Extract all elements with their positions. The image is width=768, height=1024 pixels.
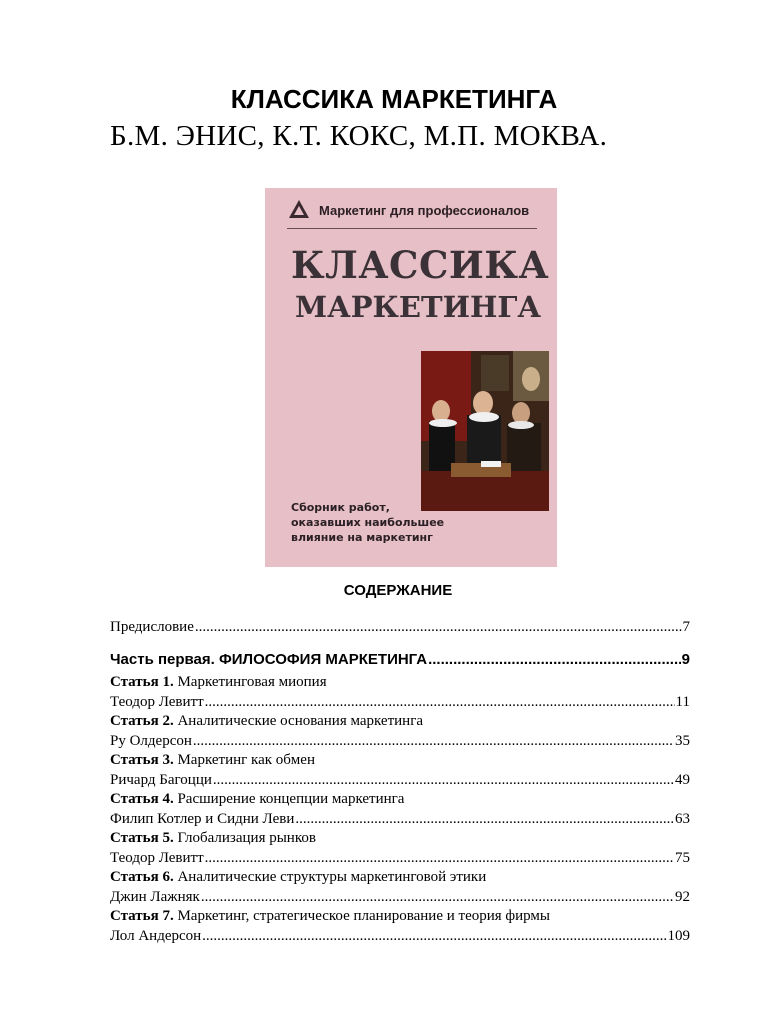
toc-article-title — [110, 712, 690, 732]
toc-author: Филип Котлер и Сидни Леви — [110, 811, 295, 827]
toc-author: Теодор Левитт — [110, 694, 204, 710]
toc-leader — [295, 813, 674, 825]
toc-page: 75 — [675, 850, 690, 866]
toc-entry-part1 — [110, 649, 690, 669]
publisher-logo-icon — [287, 198, 311, 222]
toc-article-author — [110, 925, 690, 945]
toc-author: Ру Олдерсон — [110, 733, 192, 749]
toc-author: Теодор Левитт — [110, 850, 204, 866]
toc-article-author — [110, 769, 690, 789]
toc-article-title — [110, 790, 690, 810]
toc-article-title — [110, 907, 690, 927]
toc-article-title — [110, 751, 690, 771]
cover-subtitle-line: оказавших наибольшее — [291, 516, 445, 529]
toc-article-author — [110, 691, 690, 711]
toc-article-num: Статья 7. — [110, 908, 174, 924]
toc-page: 109 — [667, 928, 690, 944]
toc-leader — [193, 735, 674, 747]
toc-page: 92 — [675, 889, 690, 905]
cover-divider — [287, 228, 537, 229]
toc-page: 11 — [675, 694, 690, 710]
toc-article-title — [110, 673, 690, 693]
toc-article-num: Статья 6. — [110, 869, 174, 885]
toc-article-author — [110, 730, 690, 750]
toc-page: 7 — [682, 619, 690, 635]
toc-page: 35 — [675, 733, 690, 749]
toc-article-num: Статья 4. — [110, 791, 174, 807]
toc-article-num: Статья 1. — [110, 674, 174, 690]
toc-author: Джин Лажняк — [110, 889, 200, 905]
toc-article-name: Аналитические структуры маркетинговой этики — [177, 869, 487, 885]
cover-title-line2: МАРКЕТИНГА — [295, 290, 542, 324]
toc-article-author — [110, 847, 690, 867]
cover-painting — [421, 351, 549, 511]
toc-article-author — [110, 886, 690, 906]
toc-leader — [202, 930, 666, 942]
toc-page: 9 — [681, 651, 690, 668]
toc-leader — [201, 891, 674, 903]
toc-article-name: Глобализация рынков — [177, 830, 316, 846]
toc-article-author — [110, 808, 690, 828]
toc-leader — [428, 654, 681, 666]
book-cover-image — [265, 188, 557, 567]
toc-leader — [205, 696, 675, 708]
toc-label: Предисловие — [110, 619, 194, 635]
toc-author: Ричард Багоцци — [110, 772, 212, 788]
toc-article-title — [110, 829, 690, 849]
toc-article-title — [110, 868, 690, 888]
toc-leader — [205, 852, 674, 864]
contents-heading: СОДЕРЖАНИЕ — [343, 582, 453, 599]
toc-article-name: Маркетинг, стратегическое планирование и теория фирмы — [177, 908, 551, 924]
toc-article-name: Расширение концепции маркетинга — [177, 791, 405, 807]
cover-subtitle — [291, 500, 444, 545]
book-authors: Б.М. ЭНИС, К.Т. КОКС, М.П. МОКВА. — [110, 120, 608, 152]
toc-entry-preface — [110, 616, 690, 636]
toc-article-name: Аналитические основания маркетинга — [177, 713, 424, 729]
toc-article-name: Маркетинговая миопия — [177, 674, 327, 690]
toc-label: Часть первая. ФИЛОСОФИЯ МАРКЕТИНГА — [110, 651, 428, 668]
toc-article-name: Маркетинг как обмен — [177, 752, 315, 768]
toc-article-num: Статья 3. — [110, 752, 174, 768]
cover-subtitle-line: Сборник работ, — [291, 501, 390, 514]
cover-title-line1: КЛАССИКА — [291, 243, 550, 287]
book-title: КЛАССИКА МАРКЕТИНГА — [230, 84, 558, 114]
toc-page: 63 — [675, 811, 690, 827]
cover-subtitle-line: влияние на маркетинг — [291, 531, 433, 544]
cover-series-label: Маркетинг для профессионалов — [319, 202, 530, 218]
toc-article-num: Статья 2. — [110, 713, 174, 729]
toc-author: Лол Андерсон — [110, 928, 202, 944]
toc-leader — [195, 621, 682, 633]
toc-page: 49 — [675, 772, 690, 788]
cover-series-bar — [287, 198, 529, 222]
toc-article-num: Статья 5. — [110, 830, 174, 846]
toc-leader — [213, 774, 674, 786]
